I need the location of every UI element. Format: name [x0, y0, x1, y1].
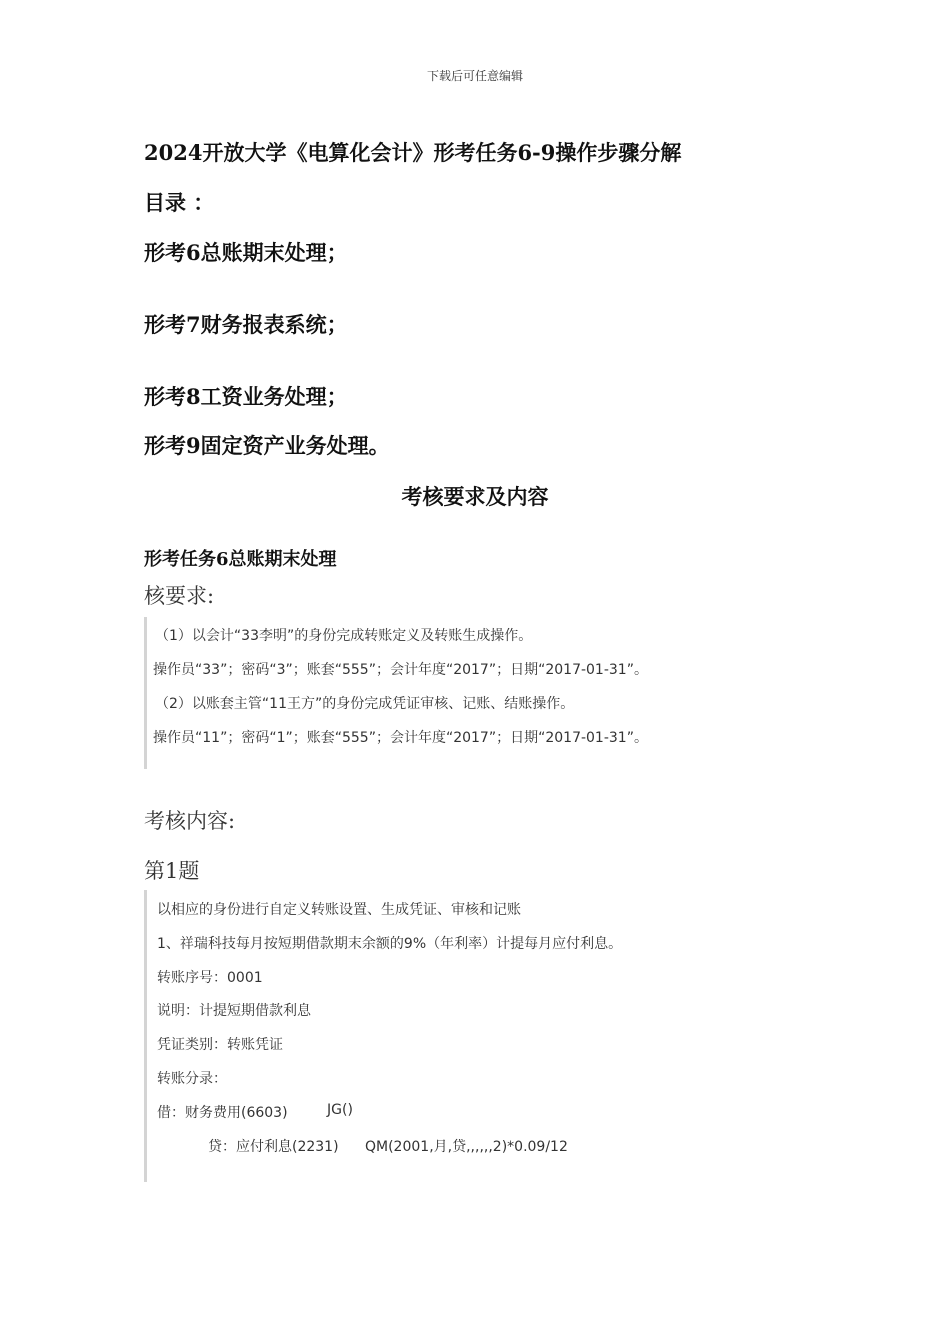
- page-header: 下载后可任意编辑: [426, 69, 523, 83]
- toc-item-9: 形考9固定资产业务处理。: [144, 433, 390, 458]
- requirements-screenshot: [144, 617, 727, 769]
- question-line: 以相应的身份进行自定义转账设置、生成凭证、审核和记账: [157, 902, 521, 918]
- toc-item-6: 形考6总账期末处理；: [144, 240, 348, 265]
- requirement-line: （2）以账套主管“11王方”的身份完成凭证审核、记账、结账操作。: [155, 696, 575, 712]
- question-line: 转账序号：0001: [157, 970, 263, 986]
- requirement-line: 操作员“11”；密码“1”；账套“555”；会计年度“2017”；日期“2017-01-31”。: [153, 730, 648, 746]
- requirements-label: 核要求:: [144, 584, 215, 608]
- question-line: 说明：计提短期借款利息: [157, 1003, 311, 1019]
- credit-account: 贷：应付利息(2231): [208, 1139, 339, 1155]
- content-label: 考核内容:: [144, 809, 236, 833]
- toc-item-8: 形考8工资业务处理；: [144, 384, 348, 409]
- toc-label: 目录 ：: [144, 190, 215, 215]
- task-title: 形考任务6总账期末处理: [144, 549, 337, 570]
- requirement-line: （1）以会计“33李明”的身份完成转账定义及转账生成操作。: [155, 628, 533, 644]
- requirement-line: 操作员“33”；密码“3”；账套“555”；会计年度“2017”；日期“2017-01-31”。: [153, 662, 648, 678]
- section-heading: 考核要求及内容: [401, 484, 549, 509]
- question-label: 第1题: [144, 859, 200, 883]
- debit-formula: JG(): [327, 1102, 353, 1118]
- credit-formula: QM(2001,月,贷,,,,,,2)*0.09/12: [365, 1139, 568, 1155]
- question-line: 凭证类别：转账凭证: [157, 1037, 283, 1053]
- question-line: 转账分录：: [157, 1071, 227, 1087]
- question-line: 1、祥瑞科技每月按短期借款期末余额的9%（年利率）计提每月应付利息。: [157, 936, 623, 952]
- debit-account: 借：财务费用(6603): [157, 1105, 288, 1121]
- toc-item-7: 形考7财务报表系统；: [144, 312, 348, 337]
- document-title: 2024开放大学《电算化会计》形考任务6-9操作步骤分解: [144, 140, 682, 165]
- question-screenshot: [144, 890, 623, 1182]
